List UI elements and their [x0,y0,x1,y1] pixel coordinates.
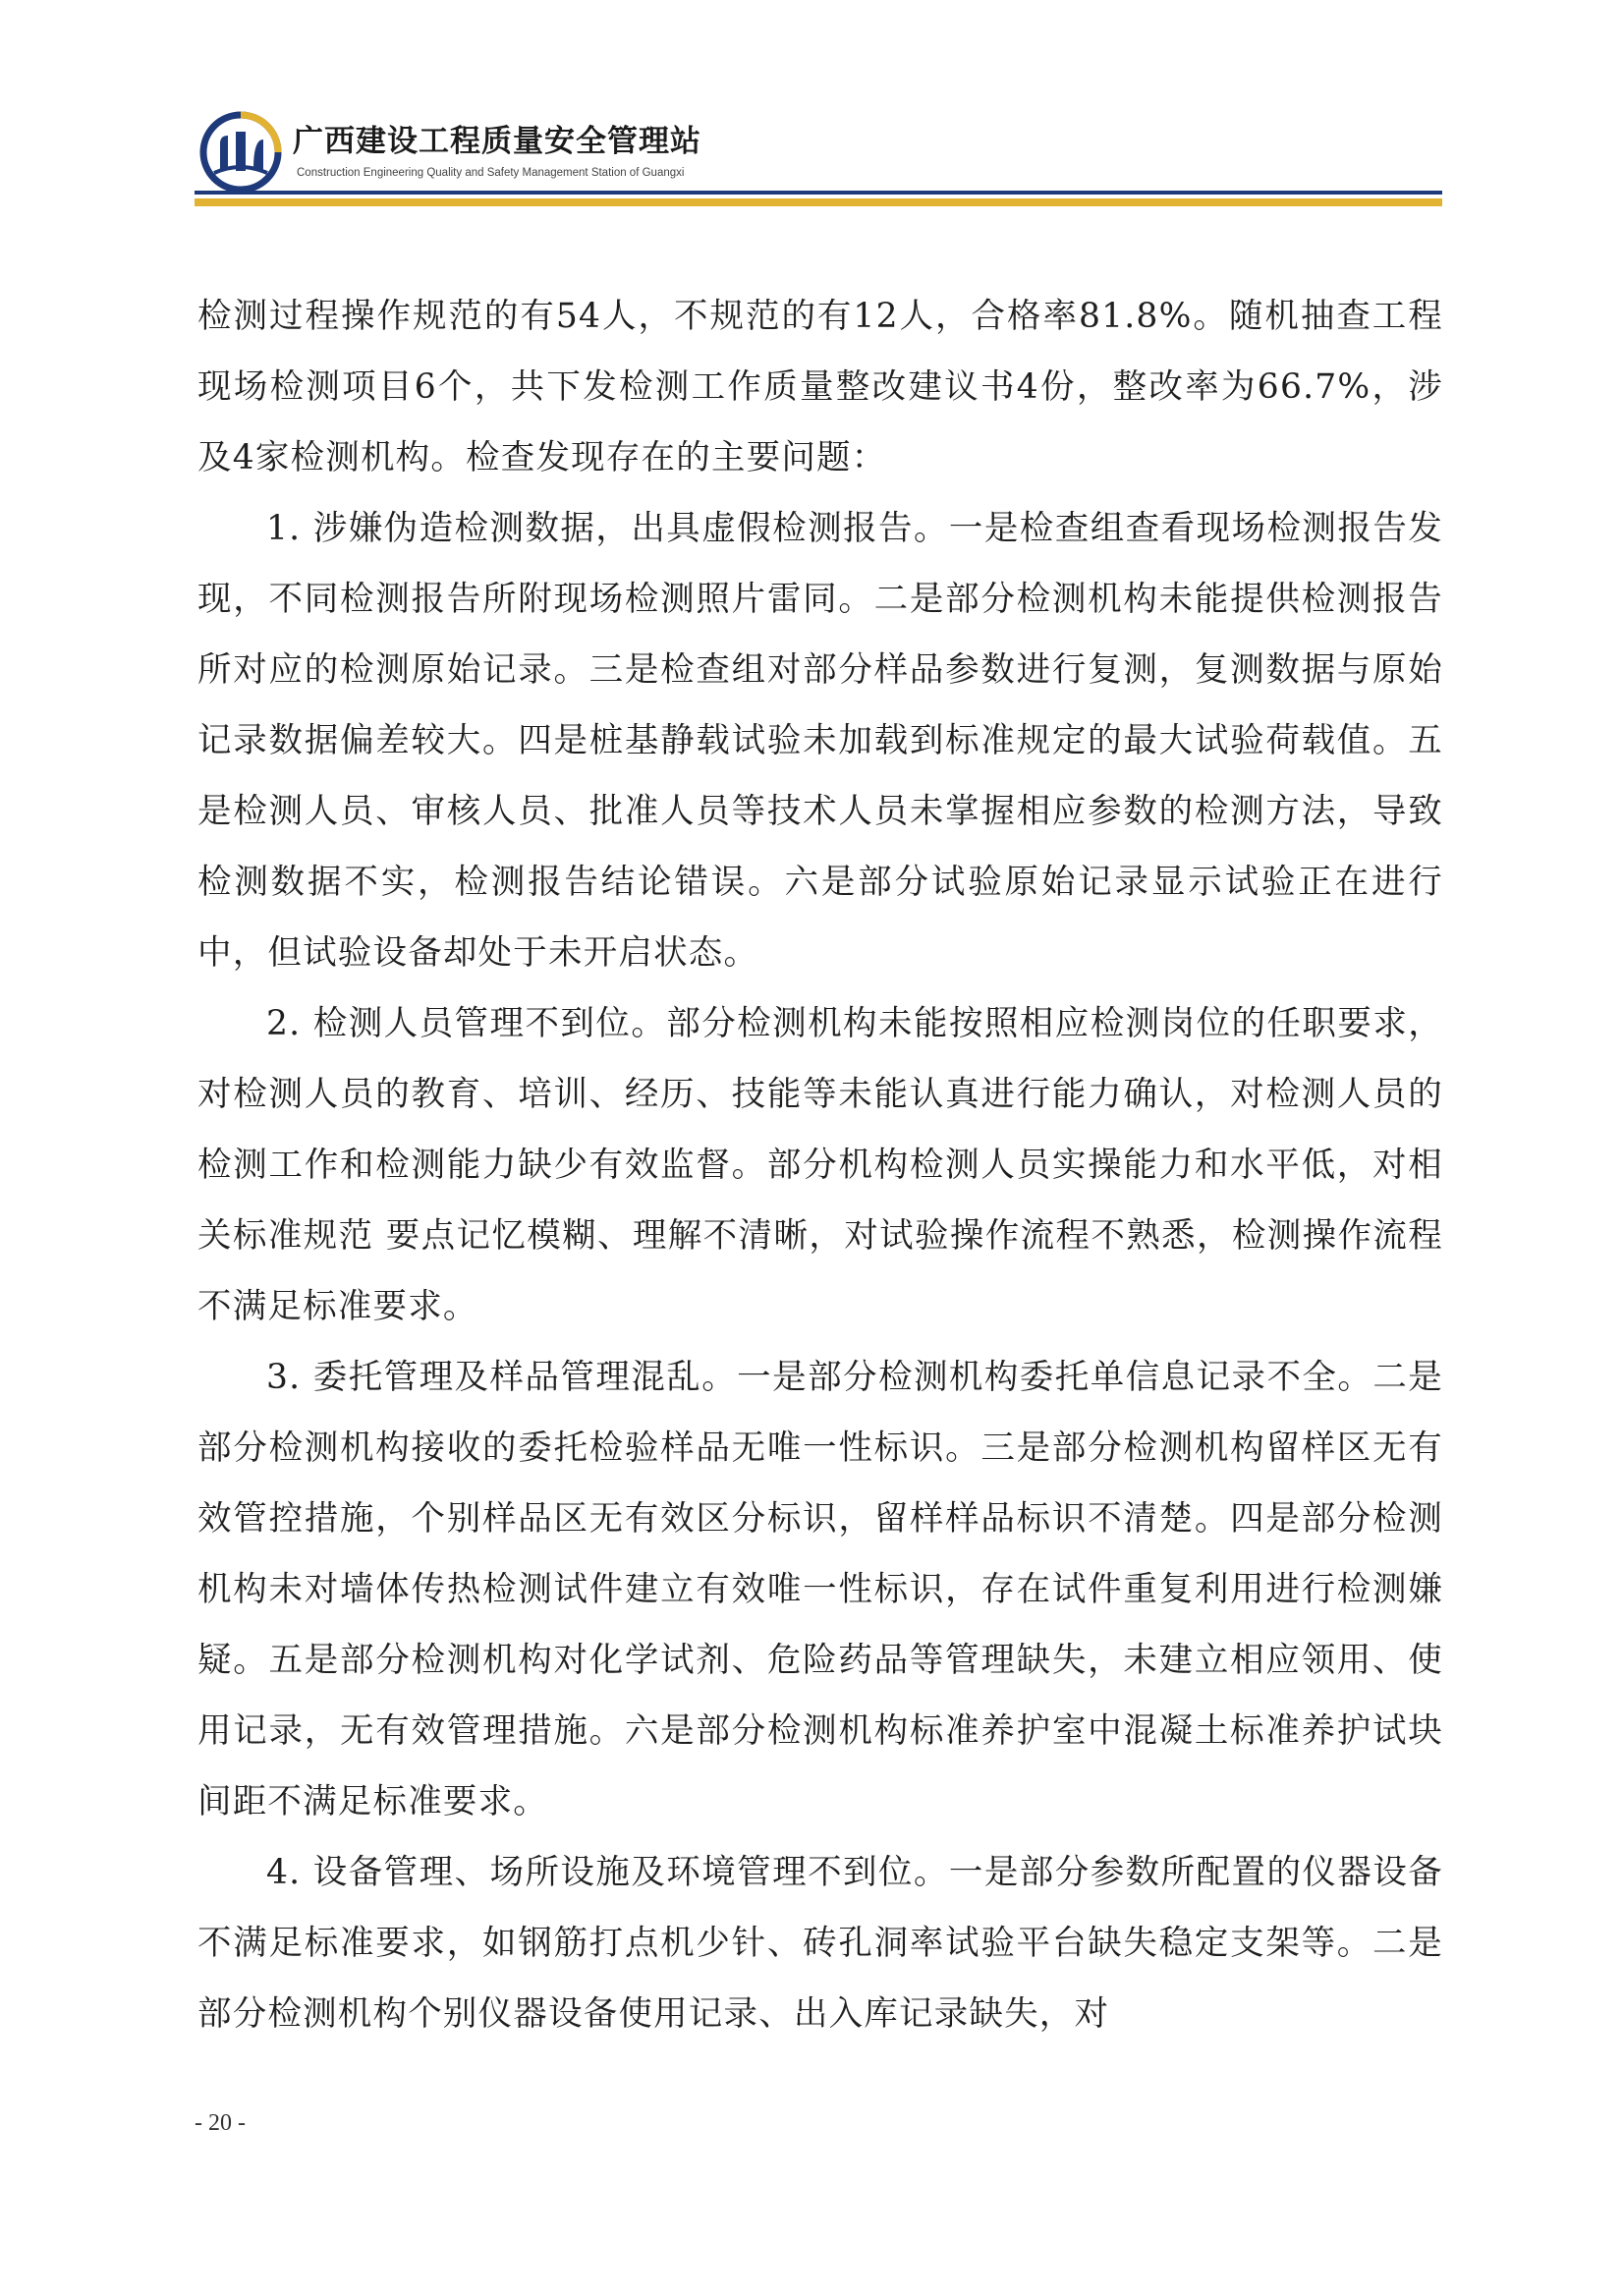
paragraph-item-2: 2. 检测人员管理不到位。部分检测机构未能按照相应检测岗位的任职要求，对检测人员的教育、培训、经历、技能等未能认真进行能力确认，对检测人员的检测工作和检测能力缺少有效监督。部分机构检测人员实操能力和水平低，对相关标准规范 要点记忆模糊、理解不清晰，对试验操作流程不熟悉，检测操作流程不满足标准要求。 [197,1004,1443,1326]
page-header [195,106,1442,209]
station-logo-icon [198,110,283,195]
paragraph-item-4: 4. 设备管理、场所设施及环境管理不到位。一是部分参数所配置的仪器设备不满足标准要求，如钢筋打点机少针、砖孔洞率试验平台缺失稳定支架等。二是部分检测机构个别仪器设备使用记录、出入库记录缺失，对 [197,1853,1443,2034]
paragraph-item-1: 1. 涉嫌伪造检测数据，出具虚假检测报告。一是检查组查看现场检测报告发现，不同检测报告所附现场检测照片雷同。二是部分检测机构未能提供检测报告所对应的检测原始记录。三是检查组对部分样品参数进行复测，复测数据与原始记录数据偏差较大。四是桩基静载试验未加载到标准规定的最大试验荷载值。五是检测人员、审核人员、批准人员等技术人员未掌握相应参数的检测方法，导致检测数据不实，检测报告结论错误。六是部分试验原始记录显示试验正在进行中，但试验设备却处于未开启状态。 [197,509,1443,973]
org-name: 广西建设工程质量安全管理站 [293,124,701,159]
header-rule-gold [195,198,1442,206]
org-name-en: Construction Engineering Quality and Safety Management Station of Guangxi [297,167,685,179]
paragraph-intro: 检测过程操作规范的有54人，不规范的有12人，合格率81.8%。随机抽查工程现场检测项目6个，共下发检测工作质量整改建议书4份，整改率为66.7%，涉及4家检测机构。检查发现存在的主要问题： [197,297,1443,477]
body-text [197,281,1443,2049]
header-rule-blue [195,191,1442,195]
page-number: - 20 - [195,2110,246,2136]
paragraph-item-3: 3. 委托管理及样品管理混乱。一是部分检测机构委托单信息记录不全。二是部分检测机构接收的委托检验样品无唯一性标识。三是部分检测机构留样区无有效管控措施，个别样品区无有效区分标识，留样样品标识不清楚。四是部分检测机构未对墙体传热检测试件建立有效唯一性标识，存在试件重复利用进行检测嫌疑。五是部分检测机构对化学试剂、危险药品等管理缺失，未建立相应领用、使用记录，无有效管理措施。六是部分检测机构标准养护室中混凝土标准养护试块间距不满足标准要求。 [197,1358,1443,1821]
